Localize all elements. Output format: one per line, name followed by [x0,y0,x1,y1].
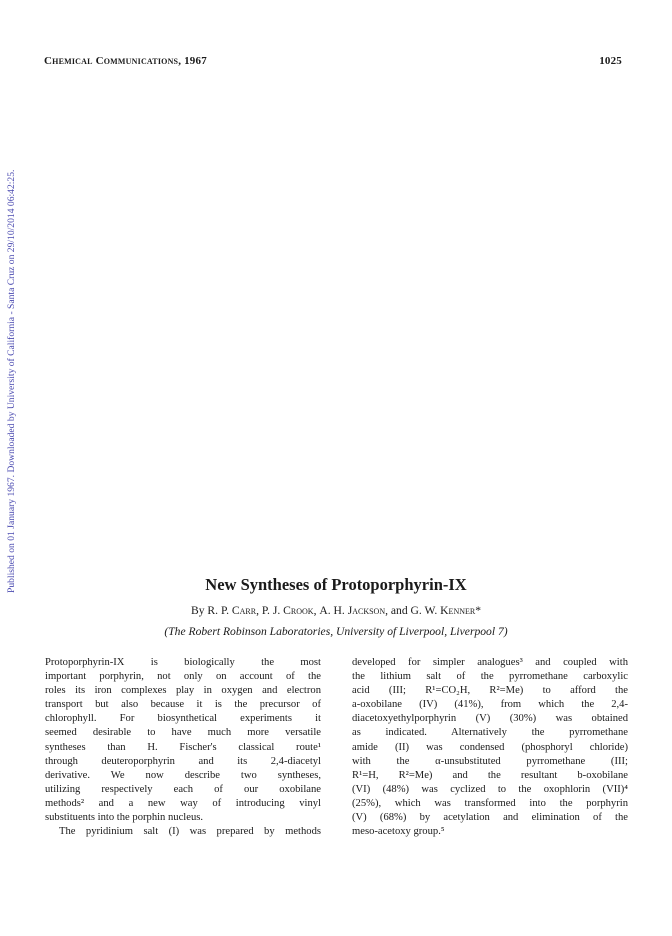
text-line: utilizing respectively each of our oxobilane [45,783,321,795]
affiliation: (The Robert Robinson Laboratories, University of Liverpool, Liverpool 7) [164,625,508,638]
journal-name: Chemical Communications, 1967 [44,55,207,67]
author-4: G. W. Kenner [410,604,476,617]
author-separator: , and [385,604,411,617]
body-column-left [45,656,321,839]
text-line: syntheses than H. Fischer's classical route¹ [45,741,321,753]
author-1: R. P. Carr [207,604,257,617]
text-line: chlorophyll. For biosynthetical experiments it [45,713,321,725]
author-separator: , [256,604,262,617]
text-line: The pyridinium salt (I) was prepared by methods [59,826,321,838]
author-separator: , [313,604,320,617]
text-line: (VI) (48%) was cyclized to the oxophlorin (VII)⁴ [352,783,628,795]
text-line: through deuteroporphyrin and its 2,4-diacetyl [45,755,321,767]
text-line: a-oxobilane (IV) (41%), from which the 2,4- [352,699,628,711]
running-head [44,55,622,67]
text-line: derivative. We now describe two syntheses, [45,769,321,781]
text-line: diacetoxyethylporphyrin (V) (30%) was obtained [352,713,628,725]
text-line: with the α-unsubstituted pyrromethane (III; [352,755,628,767]
author-line [0,604,672,617]
text-line: developed for simpler analogues³ and coupled with [352,657,628,668]
text-line: meso-acetoxy group.⁵ [352,826,445,838]
text-line: transport but also because it is the precursor of [45,699,321,711]
text-line: Protoporphyrin-IX is biologically the most [45,657,321,668]
text-line: (25%), which was transformed into the porphyrin [352,797,628,809]
author-prefix: By [190,604,208,617]
article-title: New Syntheses of Protoporphyrin-IX [205,575,467,594]
text-line: (V) (68%) by acetylation and elimination of the [352,812,628,824]
text-line: R¹=H, R²=Me) and the resultant b-oxobilane [352,769,628,781]
body-column-right [352,656,628,839]
text-line: the lithium salt of the pyrromethane carboxylic [352,671,628,683]
text-line: roles its iron complexes play in oxygen and electron [45,685,321,697]
text-line: acid (III; R¹=CO₂H, R²=Me) to afford the [352,685,628,697]
text-line: important porphyrin, not only on account of the [45,671,321,683]
text-line: methods² and a new way of introducing vinyl [45,797,321,809]
download-notice: Published on 01 January 1967. Downloaded by University of California - Santa Cruz on 29/10/2014 06:42:25. [6,169,17,593]
page-number: 1025 [599,55,622,67]
corresponding-author-mark: * [475,604,482,617]
author-3: A. H. Jackson [319,604,386,617]
text-line: amide (II) was condensed (phosphoryl chloride) [352,741,628,753]
text-line: substituents into the porphin nucleus. [45,812,204,824]
text-line: seemed desirable to have much more versatile [45,727,321,739]
text-line: as indicated. Alternatively the pyrromethane [352,727,628,739]
author-2: P. J. Crook [261,604,314,617]
